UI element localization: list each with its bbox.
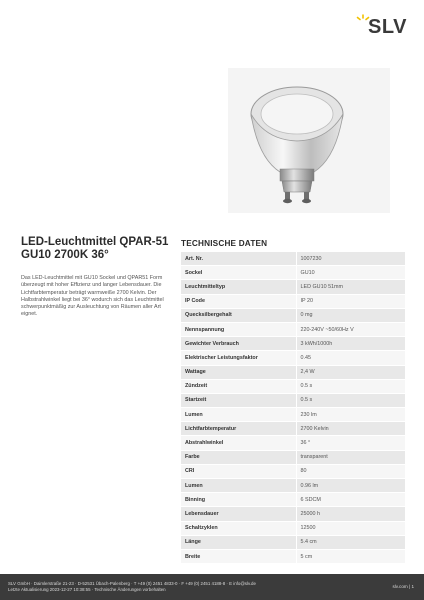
table-row [181, 436, 405, 450]
spec-value: LED GU10 51mm [296, 280, 405, 294]
spec-value: 2700 Kelvin [296, 422, 405, 436]
spec-label: Abstrahlwinkel [181, 436, 296, 450]
spec-label: Lumen [181, 479, 296, 493]
table-row [181, 393, 405, 407]
table-row [181, 493, 405, 507]
table-row [181, 479, 405, 493]
spec-label: Lumen [181, 408, 296, 422]
spec-value: 230 lm [296, 408, 405, 422]
spec-value: transparent [296, 450, 405, 464]
spec-value: 220-240V ~50/60Hz V [296, 322, 405, 336]
footer-page-label: slv.com | 1 [392, 584, 414, 589]
specs-table [181, 252, 405, 564]
spec-value: 36 ° [296, 436, 405, 450]
spec-value: 0.5 s [296, 393, 405, 407]
specs-heading: TECHNISCHE DATEN [181, 239, 268, 248]
spec-label: Breite [181, 549, 296, 563]
spec-value: 0.96 lm [296, 479, 405, 493]
spec-value: 0.45 [296, 351, 405, 365]
spec-label: Startzeit [181, 393, 296, 407]
spec-label: Elektrischer Leistungsfaktor [181, 351, 296, 365]
spec-label: Farbe [181, 450, 296, 464]
table-row [181, 521, 405, 535]
footer-last-updated: Letzte Aktualisierung 2023-12-27 10:38:55 · Technische Änderungen vorbehalten [8, 587, 166, 592]
spec-value: 25000 h [296, 507, 405, 521]
spec-label: Art. Nr. [181, 252, 296, 266]
spec-label: Lichtfarbtemperatur [181, 422, 296, 436]
slv-logo [356, 14, 414, 40]
table-row [181, 351, 405, 365]
table-row [181, 450, 405, 464]
table-row [181, 422, 405, 436]
table-row [181, 535, 405, 549]
spec-label: Wattage [181, 365, 296, 379]
spec-label: Zündzeit [181, 379, 296, 393]
spec-value: 1007230 [296, 252, 405, 266]
spec-label: Schaltzyklen [181, 521, 296, 535]
table-row [181, 337, 405, 351]
table-row [181, 408, 405, 422]
table-row [181, 294, 405, 308]
table-row [181, 266, 405, 280]
page-footer [0, 574, 424, 600]
table-row [181, 280, 405, 294]
spec-value: 0.5 s [296, 379, 405, 393]
spec-label: Gewichter Verbrauch [181, 337, 296, 351]
spec-value: IP 20 [296, 294, 405, 308]
spec-value: 5 cm [296, 549, 405, 563]
spec-value: 80 [296, 464, 405, 478]
spec-value: 0 mg [296, 308, 405, 322]
footer-company-info: SLV GmbH · Daimlerstraße 21-23 · D-52531 Übach-Palenberg · T +49 (0) 2451 4833-0 · F +49 (0) 2451 4188-8 · E info@slv.de [8, 581, 256, 586]
table-row [181, 252, 405, 266]
spec-label: Sockel [181, 266, 296, 280]
spec-value: 6 SDCM [296, 493, 405, 507]
spec-label: Leuchtmitteltyp [181, 280, 296, 294]
spec-value: GU10 [296, 266, 405, 280]
spec-label: CRI [181, 464, 296, 478]
table-row [181, 507, 405, 521]
table-row [181, 322, 405, 336]
spec-label: IP Code [181, 294, 296, 308]
spec-label: Binning [181, 493, 296, 507]
product-description: Das LED-Leuchtmittel mit GU10 Sockel und QPAR51 Form überzeugt mit hoher Effizienz und langer Lebensdauer. Die Lichtfarbtemperatur beträgt warmweiße 2700 Kelvin. Der Halbstrahlwinkel liegt bei 36° wodurch sich das Leuchtmittel schwerpunktmäßig zur Ausleuchtung von Räumen aller Art eignet. [21, 275, 164, 318]
table-row [181, 549, 405, 563]
table-row [181, 464, 405, 478]
spec-value: 12500 [296, 521, 405, 535]
spec-label: Lebensdauer [181, 507, 296, 521]
spec-value: 2,4 W [296, 365, 405, 379]
product-photo [228, 68, 390, 213]
spec-label: Quecksilbergehalt [181, 308, 296, 322]
table-row [181, 365, 405, 379]
lamp-image [228, 68, 390, 213]
product-title: LED-Leuchtmittel QPAR-51 GU10 2700K 36° [21, 236, 169, 261]
brand-name: SLV [368, 16, 407, 38]
spec-value: 3 kWh/1000h [296, 337, 405, 351]
table-row [181, 379, 405, 393]
spec-value: 5.4 cm [296, 535, 405, 549]
spec-label: Länge [181, 535, 296, 549]
table-row [181, 308, 405, 322]
spec-label: Nennspannung [181, 322, 296, 336]
